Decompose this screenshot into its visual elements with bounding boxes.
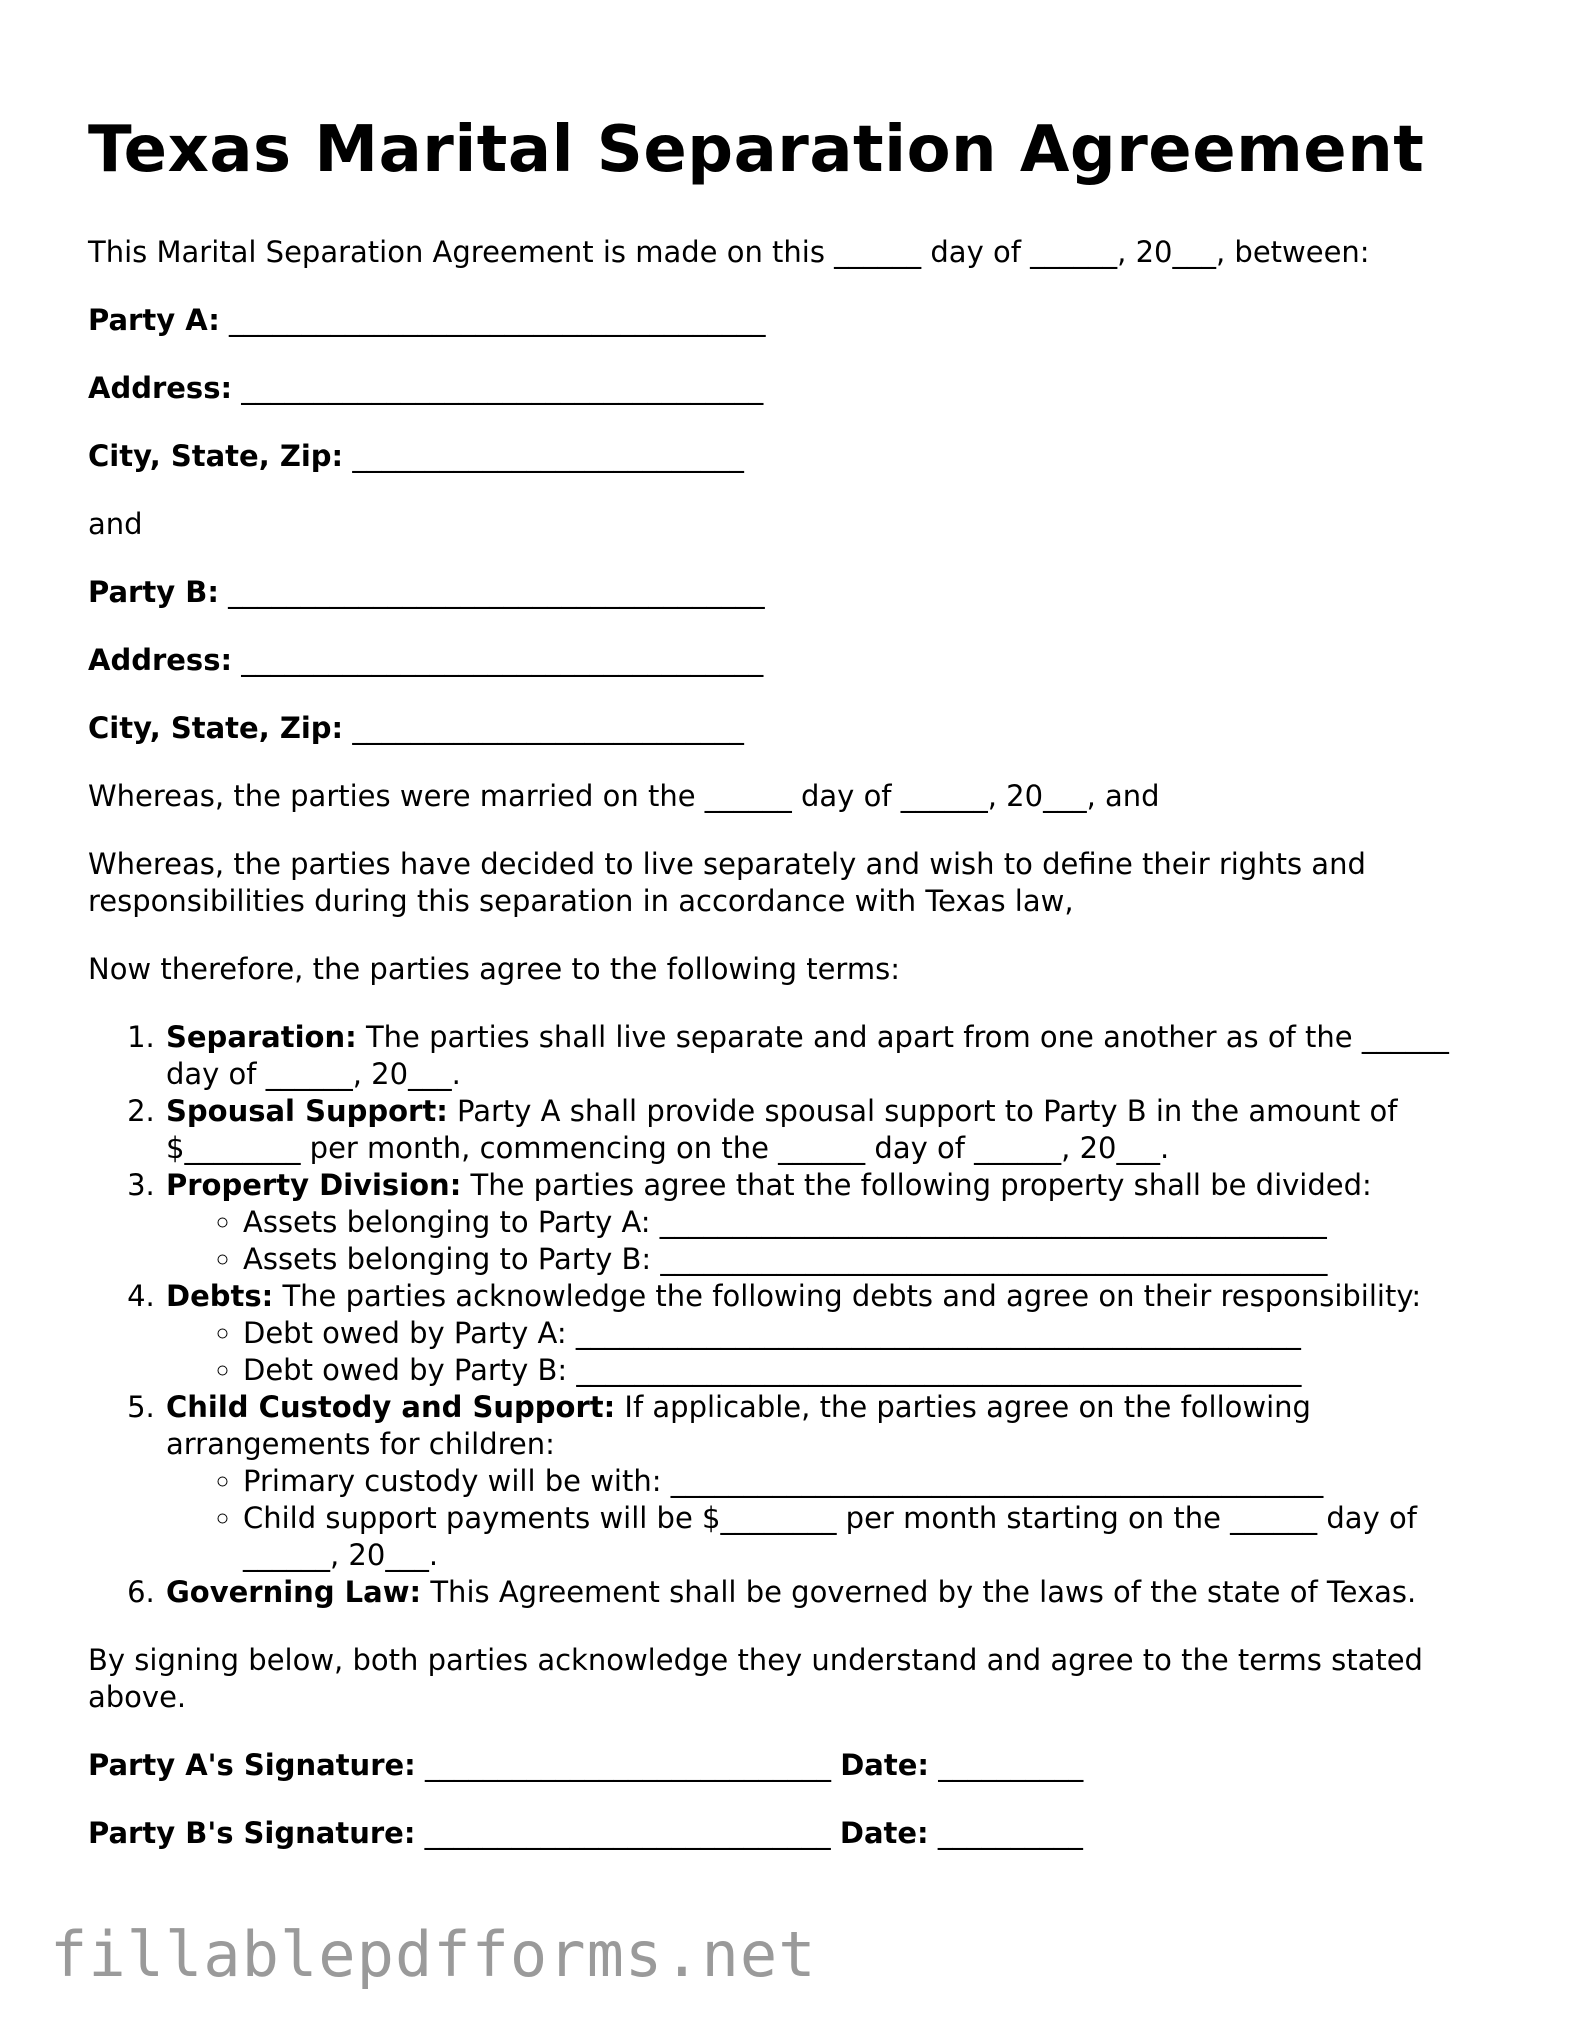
signature-b-blank[interactable]: ____________________________ — [415, 1816, 831, 1850]
whereas-married-paragraph: Whereas, the parties were married on the ______ day of ______, 20___, and — [88, 779, 1160, 813]
signature-b-date-blank[interactable]: __________ — [928, 1816, 1083, 1850]
party-a-city-label: City, State, Zip: — [88, 439, 344, 473]
closing-paragraph: By signing below, both parties acknowledge they understand and agree to the terms stated above. — [88, 1643, 1433, 1714]
term-label: Separation: — [166, 1020, 357, 1054]
term-property-division — [164, 1167, 1508, 1278]
party-b-city-blank[interactable]: ___________________________ — [343, 711, 744, 745]
and-text: and — [88, 507, 143, 541]
party-b-city-line — [88, 710, 1508, 747]
term-spousal-support — [164, 1093, 1508, 1167]
signature-b-date-label: Date: — [839, 1816, 929, 1850]
property-sublist — [166, 1204, 1508, 1278]
whereas-decided-paragraph: Whereas, the parties have decided to live separately and wish to define their rights and responsibilities during this separation in accordance with Texas law, — [88, 847, 1376, 918]
term-text: If applicable, the parties agree on the following arrangements for children: — [166, 1390, 1311, 1461]
party-b-address-blank[interactable]: ____________________________________ — [232, 643, 764, 677]
signature-a-blank[interactable]: ____________________________ — [415, 1748, 831, 1782]
party-b-line — [88, 574, 1508, 611]
term-child-custody — [164, 1389, 1508, 1574]
signature-a-label: Party A's Signature: — [88, 1748, 416, 1782]
term-text: The parties acknowledge the following debts and agree on their responsibility: — [273, 1279, 1422, 1313]
party-a-blank[interactable]: _____________________________________ — [219, 303, 766, 337]
term-label: Spousal Support: — [166, 1094, 448, 1128]
party-a-line — [88, 302, 1508, 339]
terms-list — [88, 1019, 1508, 1611]
term-debts — [164, 1278, 1508, 1389]
list-item: ◦ Primary custody will be with: _____________________________________________ — [243, 1463, 1508, 1500]
term-separation — [164, 1019, 1508, 1093]
signature-a-date-label: Date: — [840, 1748, 929, 1782]
list-item: ◦ Assets belonging to Party A: ______________________________________________ — [243, 1204, 1508, 1241]
term-label: Property Division: — [166, 1168, 462, 1202]
custody-sublist — [166, 1463, 1508, 1574]
party-b-label: Party B: — [88, 575, 219, 609]
now-therefore-paragraph: Now therefore, the parties agree to the following terms: — [88, 952, 900, 986]
term-governing-law — [164, 1574, 1508, 1611]
document-page — [88, 110, 1508, 1883]
party-a-label: Party A: — [88, 303, 220, 337]
term-text: The parties shall live separate and apart from one another as of the ______ day of ______, 20___. — [166, 1020, 1449, 1091]
list-item: ◦ Child support payments will be $________ per month starting on the ______ day of ______, 20___. — [243, 1500, 1508, 1574]
signature-a-date-blank[interactable]: __________ — [928, 1748, 1084, 1782]
watermark: fillablepdfforms.net — [50, 1918, 817, 1991]
intro-paragraph: This Marital Separation Agreement is made on this ______ day of ______, 20___, between: — [88, 235, 1370, 269]
party-a-address-label: Address: — [88, 371, 233, 405]
list-item: ◦ Assets belonging to Party B: ______________________________________________ — [243, 1241, 1508, 1278]
party-b-blank[interactable]: _____________________________________ — [218, 575, 765, 609]
party-a-city-blank[interactable]: ___________________________ — [343, 439, 744, 473]
signature-b-row — [88, 1815, 1508, 1852]
party-a-city-line — [88, 438, 1508, 475]
term-label: Debts: — [166, 1279, 274, 1313]
signature-a-row — [88, 1747, 1508, 1784]
party-b-address-label: Address: — [88, 643, 233, 677]
term-text: This Agreement shall be governed by the laws of the state of Texas. — [421, 1575, 1417, 1609]
list-item: ◦ Debt owed by Party A: __________________________________________________ — [243, 1315, 1508, 1352]
party-a-address-line — [88, 370, 1508, 407]
term-text: Party A shall provide spousal support to Party B in the amount of $________ per month, commencing on the ______ day of ______, 20___. — [166, 1094, 1398, 1165]
party-b-city-label: City, State, Zip: — [88, 711, 344, 745]
document-title: Texas Marital Separation Agreement — [88, 113, 1425, 187]
term-label: Governing Law: — [166, 1575, 422, 1609]
party-b-address-line — [88, 642, 1508, 679]
list-item: ◦ Debt owed by Party B: __________________________________________________ — [243, 1352, 1508, 1389]
term-label: Child Custody and Support: — [166, 1390, 616, 1424]
debts-sublist — [166, 1315, 1508, 1389]
signature-b-label: Party B's Signature: — [88, 1816, 416, 1850]
term-text: The parties agree that the following property shall be divided: — [461, 1168, 1372, 1202]
party-a-address-blank[interactable]: ____________________________________ — [232, 371, 764, 405]
